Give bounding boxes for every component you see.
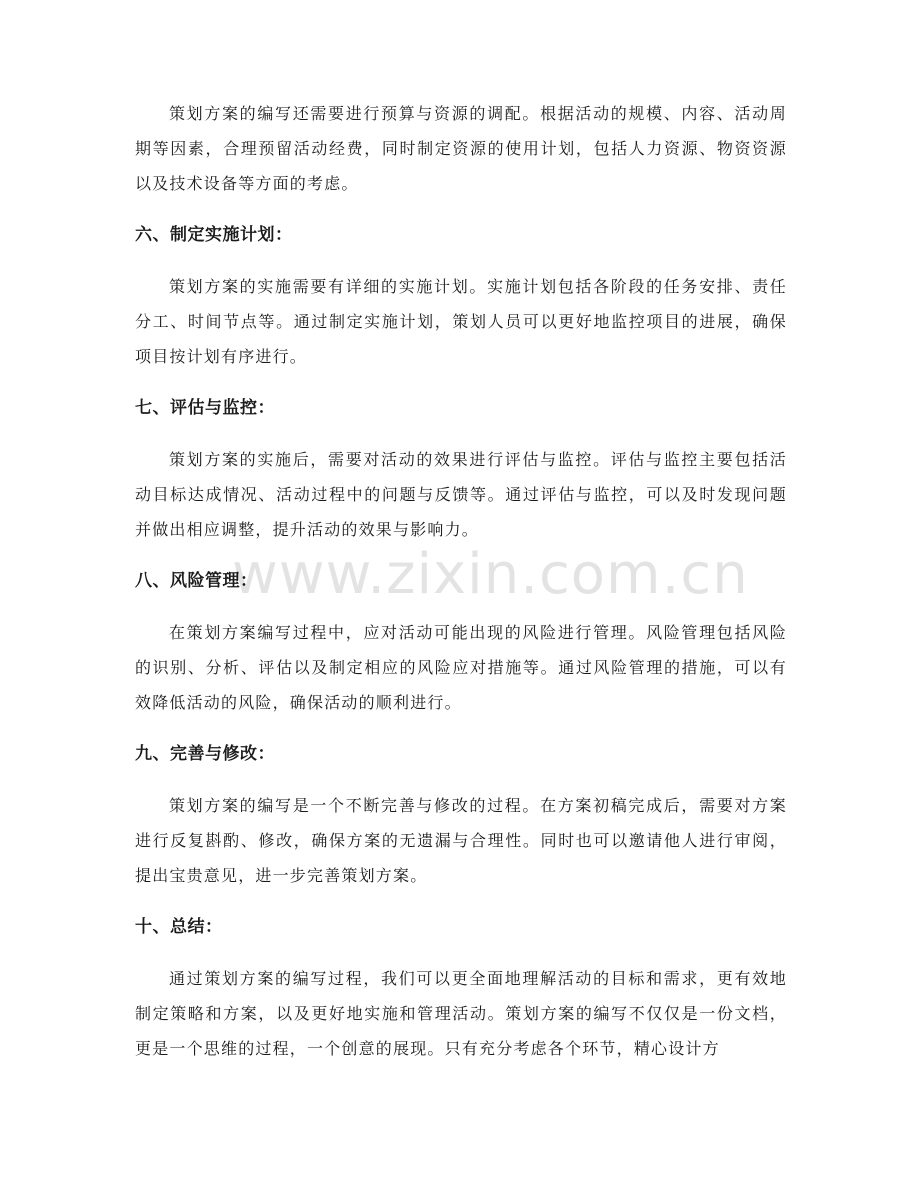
section-paragraph-10: 通过策划方案的编写过程，我们可以更全面地理解活动的目标和需求，更有效地制定策略和方案，以及更好地实施和管理活动。策划方案的编写不仅仅是一份文档，更是一个思维的过程，一个创意的展现。只有充分考虑各个环节，精心设计方 [135,969,787,1058]
watermark: www.zixin.com.cn [232,542,749,607]
section-heading-8: 八、风险管理： [135,571,258,591]
section-heading-9: 九、完善与修改： [135,744,275,764]
section-paragraph-8: 在策划方案编写过程中，应对活动可能出现的风险进行管理。风险管理包括风险的识别、分析、评估以及制定相应的风险应对措施等。通过风险管理的措施，可以有效降低活动的风险，确保活动的顺利进行。 [135,623,787,712]
section-heading-7: 七、评估与监控： [135,398,275,418]
section-paragraph-7: 策划方案的实施后，需要对活动的效果进行评估与监控。评估与监控主要包括活动目标达成情况、活动过程中的问题与反馈等。通过评估与监控，可以及时发现问题并做出相应调整，提升活动的效果与影响力。 [135,450,787,539]
section-heading-10: 十、总结： [135,917,223,937]
section-paragraph-9: 策划方案的编写是一个不断完善与修改的过程。在方案初稿完成后，需要对方案进行反复斟酌、修改，确保方案的无遗漏与合理性。同时也可以邀请他人进行审阅，提出宝贵意见，进一步完善策划方案。 [135,796,787,885]
section-heading-6: 六、制定实施计划： [135,225,293,245]
document-page [135,96,787,1066]
intro-paragraph: 策划方案的编写还需要进行预算与资源的调配。根据活动的规模、内容、活动周期等因素，合理预留活动经费，同时制定资源的使用计划，包括人力资源、物资资源以及技术设备等方面的考虑。 [135,104,787,193]
section-paragraph-6: 策划方案的实施需要有详细的实施计划。实施计划包括各阶段的任务安排、责任分工、时间节点等。通过制定实施计划，策划人员可以更好地监控项目的进展，确保项目按计划有序进行。 [135,277,787,366]
